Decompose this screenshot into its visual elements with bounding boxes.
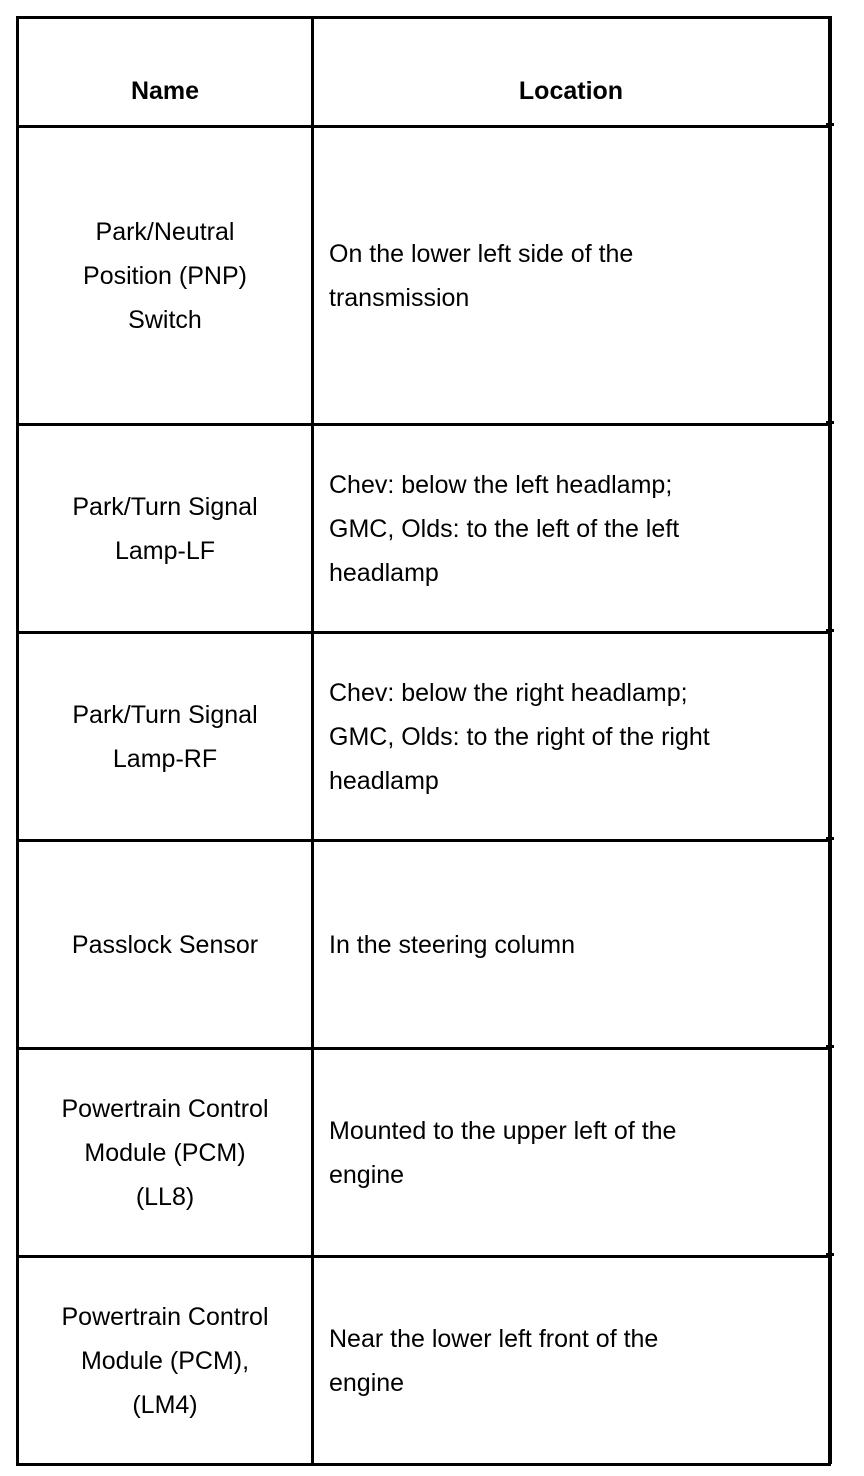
table-body [18, 127, 830, 1465]
component-name-line: Lamp-RF [112, 744, 218, 773]
component-location-cell [313, 127, 830, 425]
table-row [18, 1049, 830, 1257]
row-tick-mark [826, 837, 834, 840]
component-name-line: (LM4) [132, 1390, 198, 1419]
component-location-line: engine [329, 1368, 405, 1397]
component-location-line: Chev: below the right headlamp; [329, 678, 688, 707]
table-row [18, 1257, 830, 1465]
component-location-line: headlamp [329, 766, 439, 795]
right-edge-rule [829, 16, 832, 1464]
component-location-table [16, 16, 831, 1466]
row-tick-mark [826, 629, 834, 632]
component-location-line: Chev: below the left headlamp; [329, 470, 673, 499]
row-tick-mark [826, 421, 834, 424]
component-name-line: Park/Neutral [95, 217, 235, 246]
table-row [18, 127, 830, 425]
table-row [18, 841, 830, 1049]
component-location-line: On the lower left side of the [329, 239, 634, 268]
component-location-line: GMC, Olds: to the left of the left [329, 514, 680, 543]
component-location-line: Mounted to the upper left of the [329, 1116, 677, 1145]
component-location-cell [313, 1049, 830, 1257]
component-name-line: Park/Turn Signal [72, 492, 258, 521]
component-name-line: Module (PCM) [84, 1138, 246, 1167]
row-tick-mark [826, 1253, 834, 1256]
component-name-line: Passlock Sensor [71, 930, 259, 959]
table-row [18, 633, 830, 841]
component-location-line: In the steering column [329, 930, 575, 959]
component-name-line: Position (PNP) [83, 261, 247, 290]
component-location-line: Near the lower left front of the [329, 1324, 659, 1353]
component-location-cell [313, 1257, 830, 1465]
component-name-cell [18, 633, 313, 841]
component-name-cell [18, 127, 313, 425]
component-location-line: headlamp [329, 558, 439, 587]
component-location-cell [313, 633, 830, 841]
component-location-table-container [16, 16, 828, 1464]
component-name-line: Lamp-LF [114, 536, 216, 565]
component-name-line: (LL8) [135, 1182, 195, 1211]
component-name-line: Powertrain Control [61, 1094, 269, 1123]
component-name-cell [18, 1257, 313, 1465]
component-name-cell [18, 425, 313, 633]
component-location-cell [313, 841, 830, 1049]
component-name-line: Park/Turn Signal [72, 700, 258, 729]
component-name-cell [18, 1049, 313, 1257]
component-name-cell [18, 841, 313, 1049]
component-location-line: transmission [329, 283, 470, 312]
component-location-line: GMC, Olds: to the right of the right [329, 722, 710, 751]
table-row [18, 425, 830, 633]
name-column-header: Name [18, 18, 313, 127]
location-column-header: Location [313, 18, 830, 127]
component-name-line: Powertrain Control [61, 1302, 269, 1331]
component-name-line: Switch [128, 305, 202, 334]
row-tick-mark [826, 1045, 834, 1048]
component-location-cell [313, 425, 830, 633]
table-header-row [18, 18, 830, 127]
row-tick-mark [826, 123, 834, 126]
component-location-line: engine [329, 1160, 405, 1189]
component-name-line: Module (PCM), [80, 1346, 250, 1375]
